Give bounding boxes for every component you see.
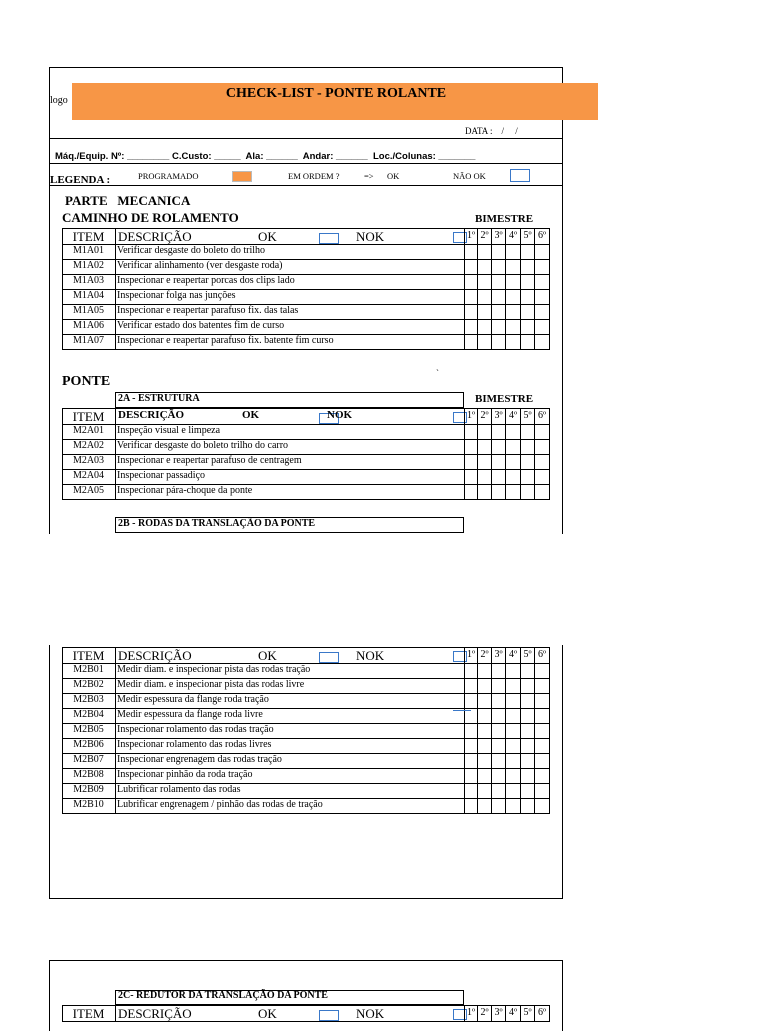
bimestre-check-cell[interactable] [491,678,506,694]
row-description: Medir diam. e inspecionar pista das rodas tração [117,664,311,675]
bimestre-check-cell[interactable] [491,723,506,739]
row-item-code: M2B06 [73,739,104,750]
header-item: ITEM [72,1006,105,1021]
bimestre-check-cell[interactable] [491,469,506,485]
bimestre-check-cell[interactable] [477,768,492,784]
bimestre-check-cell[interactable] [505,783,521,799]
section-2b-title: 2B - RODAS DA TRANSLAÇÃO DA PONTE [118,518,316,529]
bimestre-check-cell[interactable] [464,738,478,754]
bimestre-check-cell[interactable] [505,319,521,335]
row-description: Inspecionar rolamento das rodas tração [117,724,274,735]
bimestre-check-cell[interactable] [534,334,550,350]
divider [49,185,562,186]
row-description: Medir espessura da flange roda livre [117,709,263,720]
bimestre-check-cell[interactable] [477,439,492,455]
bimestre-check-cell[interactable] [464,259,478,275]
bimestre-check-cell[interactable] [491,439,506,455]
section-2a-title: 2A - ESTRUTURA [118,393,200,404]
row-item-code: M2B10 [73,799,104,810]
bimestre-check-cell[interactable] [464,768,478,784]
bimestre-header: 1º [466,230,476,241]
divider [49,163,562,164]
bimestre-check-cell[interactable] [464,274,478,290]
bimestre-check-cell[interactable] [520,259,535,275]
bimestre-check-cell[interactable] [534,454,550,470]
bimestre-header: 2º [480,1007,489,1018]
bimestre-header: 6º [537,230,547,241]
bimestre-header: 3º [494,649,503,660]
bimestre-check-cell[interactable] [520,289,535,305]
bimestre-check-cell[interactable] [534,289,550,305]
row-item-code: M1A05 [72,305,105,316]
row-description: Inspecionar folga nas junções [117,290,236,301]
bimestre-label: BIMESTRE [475,213,534,225]
bimestre-check-cell[interactable] [520,753,535,769]
bimestre-check-cell[interactable] [520,708,535,724]
bimestre-check-cell[interactable] [520,454,535,470]
row-item-code: M2B05 [73,724,104,735]
row-description: Inspecionar pára-choque da ponte [117,485,253,496]
bimestre-check-cell[interactable] [491,768,506,784]
row-item-code: M1A07 [72,335,105,346]
bimestre-check-cell[interactable] [464,424,478,440]
bimestre-check-cell[interactable] [534,738,550,754]
bimestre-check-cell[interactable] [464,484,478,500]
bimestre-check-cell[interactable] [520,798,535,814]
bimestre-check-cell[interactable] [477,678,492,694]
bimestre-check-cell[interactable] [534,304,550,320]
bimestre-check-cell[interactable] [477,304,492,320]
bimestre-check-cell[interactable] [534,768,550,784]
bimestre-check-cell[interactable] [534,274,550,290]
header-ok: OK [258,1006,277,1021]
bimestre-check-cell[interactable] [520,304,535,320]
bimestre-check-cell[interactable] [464,753,478,769]
bimestre-header: 6º [537,410,547,421]
bimestre-check-cell[interactable] [534,319,550,335]
bimestre-check-cell[interactable] [491,753,506,769]
row-item-code: M2A02 [72,440,105,451]
bimestre-check-cell[interactable] [491,708,506,724]
section-caminho-rolamento: CAMINHO DE ROLAMENTO [62,210,239,225]
bimestre-check-cell[interactable] [520,469,535,485]
bimestre-check-cell[interactable] [477,319,492,335]
bimestre-check-cell[interactable] [534,753,550,769]
bimestre-check-cell[interactable] [477,693,492,709]
bimestre-check-cell[interactable] [534,244,550,260]
bimestre-check-cell[interactable] [520,244,535,260]
row-item-code: M1A03 [72,275,105,286]
row-description: Inspecionar rolamento das rodas livres [117,739,272,750]
bimestre-check-cell[interactable] [464,319,478,335]
bimestre-check-cell[interactable] [491,319,506,335]
header-nok: NOK [356,1006,385,1021]
bimestre-check-cell[interactable] [520,768,535,784]
bimestre-check-cell[interactable] [534,708,550,724]
row-description: Medir diam. e inspecionar pista das rodas livre [117,679,305,690]
legend-programado: PROGRAMADO [138,171,199,181]
bimestre-check-cell[interactable] [477,484,492,500]
bimestre-header: 4º [508,649,518,660]
bimestre-check-cell[interactable] [520,439,535,455]
row-description: Verificar estado dos batentes fim de curso [117,320,285,331]
row-item-code: M2A05 [72,485,105,496]
bimestre-check-cell[interactable] [477,783,492,799]
row-item-code: M2B09 [73,784,104,795]
bimestre-check-cell[interactable] [505,334,521,350]
section-parte-mecanica: PARTE MECANICA [65,193,191,208]
bimestre-check-cell[interactable] [505,798,521,814]
legend-nao-ok: NÃO OK [453,171,486,181]
bimestre-check-cell[interactable] [534,439,550,455]
bimestre-header: 5º [523,649,532,660]
bimestre-check-cell[interactable] [477,244,492,260]
row-item-code: M2B03 [73,694,104,705]
page-title: CHECK-LIST - PONTE ROLANTE [225,86,447,101]
bimestre-check-cell[interactable] [477,798,492,814]
bimestre-check-cell[interactable] [477,454,492,470]
row-description: Medir espessura da flange roda tração [117,694,269,705]
section-ponte: PONTE [62,374,111,389]
row-description: Inspecionar pinhão da roda tração [117,769,253,780]
bimestre-header: 5º [523,1007,532,1018]
row-description: Lubrificar engrenagem / pinhão das rodas de tração [117,799,323,810]
bimestre-check-cell[interactable] [477,289,492,305]
row-description: Verificar desgaste do boleto do trilho [117,245,266,256]
bimestre-check-cell[interactable] [477,469,492,485]
bimestre-header: 5º [523,410,532,421]
bimestre-check-cell[interactable] [491,334,506,350]
bimestre-check-cell[interactable] [520,424,535,440]
bimestre-check-cell[interactable] [534,484,550,500]
bimestre-check-cell[interactable] [464,454,478,470]
bimestre-check-cell[interactable] [477,753,492,769]
bimestre-check-cell[interactable] [491,454,506,470]
row-item-code: M2A03 [72,455,105,466]
bimestre-check-cell[interactable] [464,289,478,305]
bimestre-header: 6º [537,649,547,660]
row-description: Lubrificar rolamento das rodas [117,784,241,795]
header-nok: NOK [356,648,385,663]
bimestre-check-cell[interactable] [520,783,535,799]
bimestre-check-cell[interactable] [534,663,550,679]
header-ok: OK [258,648,277,663]
bimestre-check-cell[interactable] [520,738,535,754]
bimestre-check-cell[interactable] [505,259,521,275]
bimestre-header: 3º [494,1007,503,1018]
bimestre-check-cell[interactable] [491,783,506,799]
bimestre-check-cell[interactable] [505,768,521,784]
bimestre-header: 4º [508,230,518,241]
bimestre-check-cell[interactable] [464,439,478,455]
bimestre-check-cell[interactable] [505,708,521,724]
legend-label: LEGENDA : [50,174,111,186]
bimestre-check-cell[interactable] [520,663,535,679]
ok-checkbox[interactable] [319,233,339,244]
bimestre-check-cell[interactable] [464,663,478,679]
bimestre-check-cell[interactable] [534,424,550,440]
section-2c-title: 2C- REDUTOR DA TRANSLAÇÃO DA PONTE [118,990,328,1001]
row-item-code: M2B04 [73,709,104,720]
bimestre-check-cell[interactable] [491,738,506,754]
legend-em-ordem: EM ORDEM ? [288,171,340,181]
bimestre-label: BIMESTRE [475,393,534,405]
row-description: Verificar desgaste do boleto trilho do carro [117,440,289,451]
header-nok: NOK [327,409,353,421]
bimestre-header: 4º [508,1007,518,1018]
bimestre-check-cell[interactable] [505,738,521,754]
row-description: Inspecionar e reapertar parafuso fix. batente fim curso [117,335,334,346]
stray-checkbox [453,710,471,711]
bimestre-check-cell[interactable] [464,783,478,799]
bimestre-check-cell[interactable] [505,439,521,455]
legend-ok: OK [387,171,400,181]
bimestre-check-cell[interactable] [477,663,492,679]
bimestre-check-cell[interactable] [477,334,492,350]
row-item-code: M2A04 [72,470,105,481]
row-item-code: M2A01 [72,425,105,436]
bimestre-check-cell[interactable] [505,484,521,500]
header-descricao: DESCRIÇÃO [118,409,185,421]
row-item-code: M2B01 [73,664,104,675]
bimestre-header: 5º [523,230,532,241]
bimestre-header: 2º [480,410,489,421]
bimestre-check-cell[interactable] [534,259,550,275]
bimestre-check-cell[interactable] [520,693,535,709]
stray-mark: ` [436,368,439,378]
bimestre-header: 1º [466,649,476,660]
bimestre-check-cell[interactable] [477,708,492,724]
header-ok: OK [258,229,277,244]
row-description: Inspecionar engrenagem das rodas tração [117,754,282,765]
bimestre-check-cell[interactable] [534,469,550,485]
bimestre-check-cell[interactable] [520,484,535,500]
date-field: DATA : / / [465,126,518,136]
row-description: Inspecionar e reapertar porcas dos clips lado [117,275,295,286]
bimestre-check-cell[interactable] [505,753,521,769]
bimestre-check-cell[interactable] [464,304,478,320]
row-item-code: M1A06 [72,320,105,331]
header-descricao: DESCRIÇÃO [118,648,192,663]
bimestre-check-cell[interactable] [505,723,521,739]
bimestre-check-cell[interactable] [491,274,506,290]
row-item-code: M2B08 [73,769,104,780]
bimestre-check-cell[interactable] [505,693,521,709]
bimestre-check-cell[interactable] [534,678,550,694]
bimestre-check-cell[interactable] [505,304,521,320]
bimestre-check-cell[interactable] [491,289,506,305]
header-descricao: DESCRIÇÃO [118,229,192,244]
header-item: ITEM [72,648,105,663]
bimestre-check-cell[interactable] [491,484,506,500]
bimestre-check-cell[interactable] [491,424,506,440]
ok-checkbox[interactable] [319,1010,339,1021]
row-description: Verificar alinhamento (ver desgaste roda) [117,260,283,271]
bimestre-check-cell[interactable] [505,424,521,440]
bimestre-check-cell[interactable] [505,469,521,485]
bimestre-check-cell[interactable] [505,678,521,694]
bimestre-header: 2º [480,649,489,660]
bimestre-check-cell[interactable] [491,663,506,679]
bimestre-check-cell[interactable] [505,274,521,290]
bimestre-check-cell[interactable] [477,259,492,275]
bimestre-check-cell[interactable] [477,424,492,440]
row-item-code: M2B07 [73,754,104,765]
bimestre-header: 3º [494,410,503,421]
bimestre-check-cell[interactable] [491,244,506,260]
equipment-fields: Máq./Equip. Nº: ________ C.Custo: _____ Ala: ______ Andar: ______ Loc./Colunas: _______ [55,151,476,162]
bimestre-check-cell[interactable] [520,723,535,739]
bimestre-header: 4º [508,410,518,421]
bimestre-check-cell[interactable] [505,244,521,260]
legend-programado-swatch [232,171,252,182]
header-item: ITEM [72,409,105,424]
header-item: ITEM [72,229,105,244]
bimestre-check-cell[interactable] [505,289,521,305]
row-description: Inspecionar passadiço [117,470,206,481]
row-description: Inspeção visual e limpeza [117,425,221,436]
bimestre-check-cell[interactable] [534,798,550,814]
ok-checkbox[interactable] [319,652,339,663]
bimestre-check-cell[interactable] [520,274,535,290]
legend-arrow: => [364,171,374,181]
bimestre-header: 3º [494,230,503,241]
bimestre-check-cell[interactable] [491,259,506,275]
bimestre-header: 1º [466,1007,476,1018]
bimestre-header: 1º [466,410,476,421]
bimestre-check-cell[interactable] [520,319,535,335]
row-description: Inspecionar e reapertar parafuso fix. das talas [117,305,299,316]
header-ok: OK [242,409,260,421]
bimestre-check-cell[interactable] [464,723,478,739]
bimestre-header: 2º [480,230,489,241]
logo-placeholder: logo [50,95,68,106]
bimestre-check-cell[interactable] [464,678,478,694]
bimestre-check-cell[interactable] [520,678,535,694]
row-item-code: M2B02 [73,679,104,690]
row-description: Inspecionar e reapertar parafuso de centragem [117,455,302,466]
bimestre-check-cell[interactable] [534,783,550,799]
divider [49,138,562,139]
bimestre-check-cell[interactable] [477,738,492,754]
bimestre-check-cell[interactable] [505,454,521,470]
bimestre-check-cell[interactable] [464,244,478,260]
bimestre-check-cell[interactable] [520,334,535,350]
header-nok: NOK [356,229,385,244]
bimestre-check-cell[interactable] [505,663,521,679]
bimestre-check-cell[interactable] [464,334,478,350]
bimestre-check-cell[interactable] [464,693,478,709]
bimestre-check-cell[interactable] [534,723,550,739]
row-item-code: M1A01 [72,245,105,256]
bimestre-check-cell[interactable] [491,798,506,814]
bimestre-check-cell[interactable] [491,304,506,320]
row-item-code: M1A04 [72,290,105,301]
bimestre-check-cell[interactable] [534,693,550,709]
header-descricao: DESCRIÇÃO [118,1006,192,1021]
bimestre-check-cell[interactable] [464,798,478,814]
bimestre-check-cell[interactable] [491,693,506,709]
bimestre-check-cell[interactable] [477,274,492,290]
bimestre-check-cell[interactable] [477,723,492,739]
row-item-code: M1A02 [72,260,105,271]
bimestre-header: 6º [537,1007,547,1018]
bimestre-check-cell[interactable] [464,469,478,485]
legend-checkbox[interactable] [510,169,530,182]
